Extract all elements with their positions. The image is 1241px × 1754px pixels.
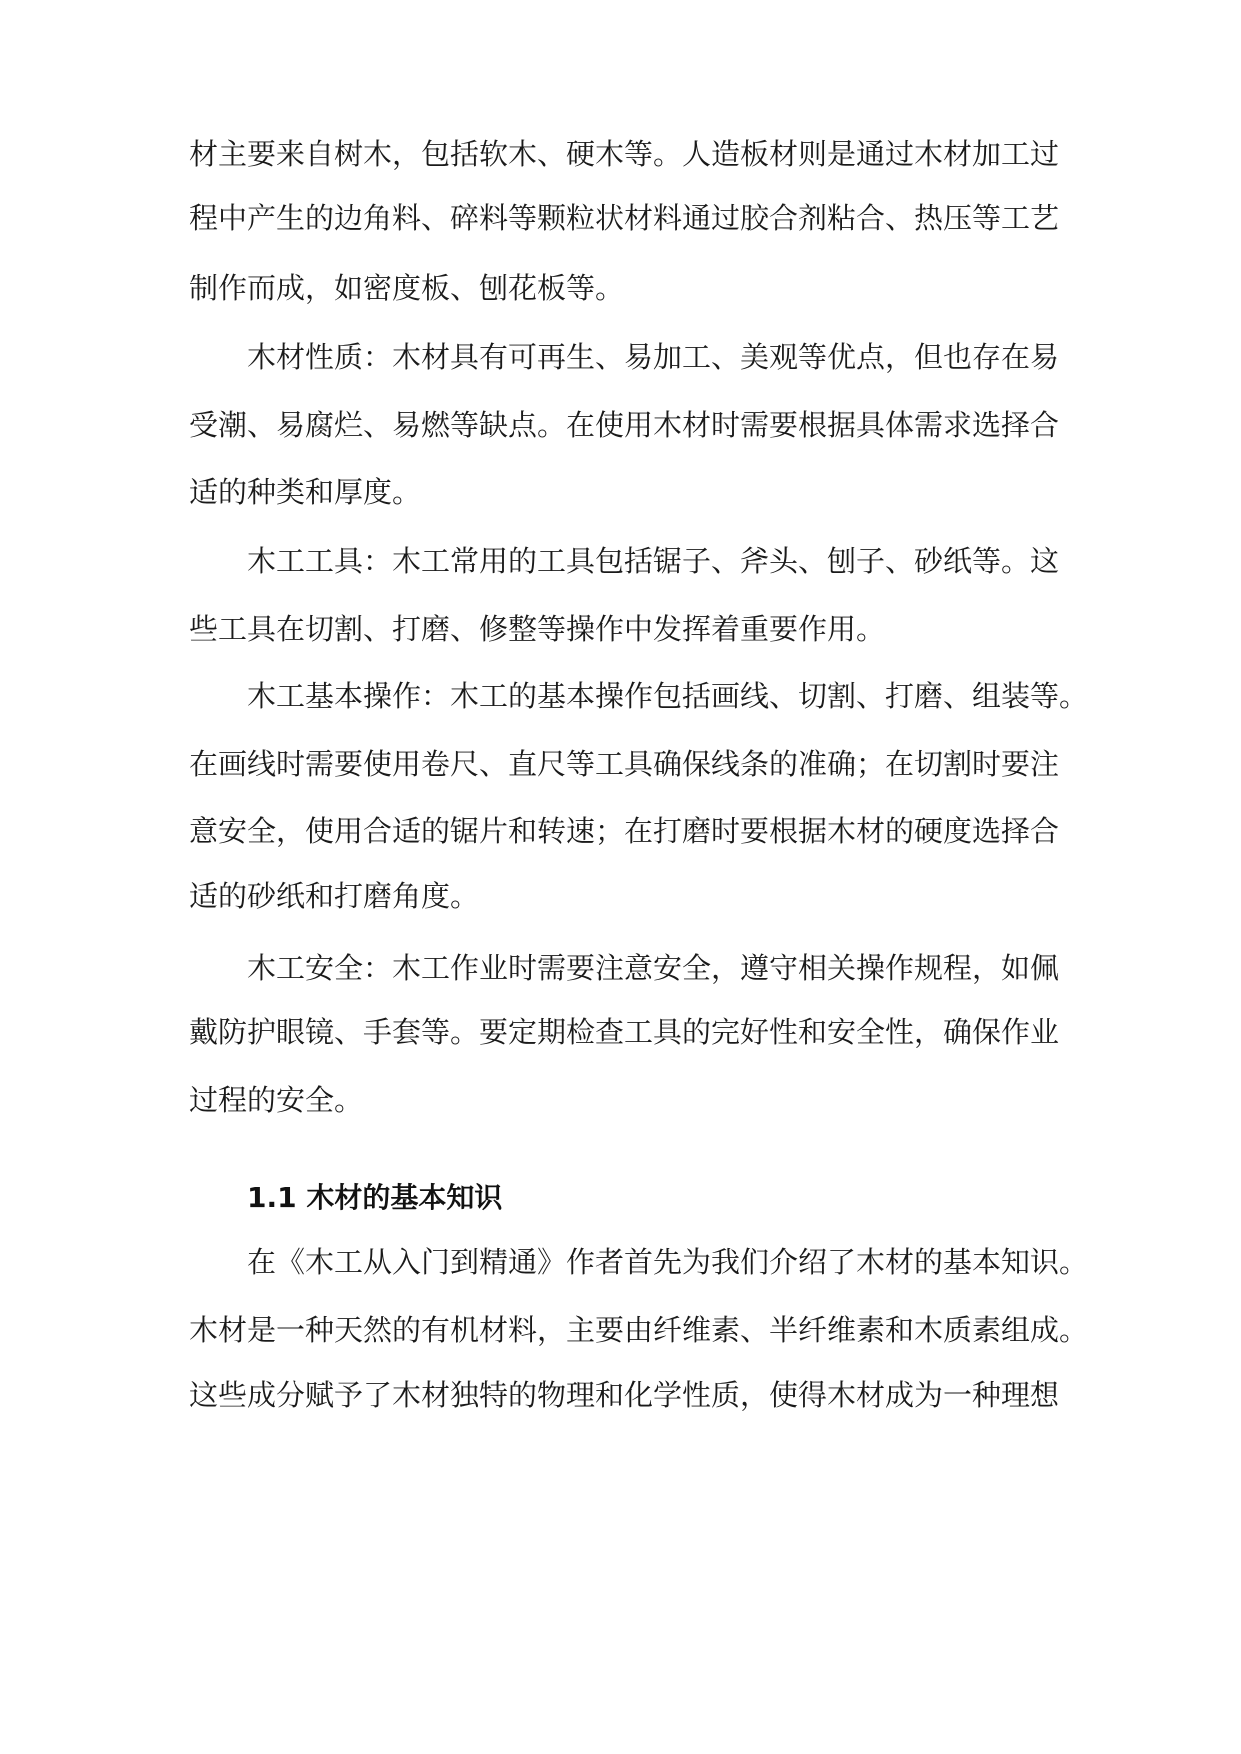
- paragraph-line: 在《木工从入门到精通》作者首先为我们介绍了木材的基本知识。: [247, 1245, 1089, 1279]
- paragraph-line: 些工具在切割、打磨、修整等操作中发挥着重要作用。: [189, 612, 886, 646]
- paragraph-line: 过程的安全。: [189, 1083, 364, 1117]
- paragraph-line: 材主要来自树木，包括软木、硬木等。人造板材则是通过木材加工过: [189, 137, 1060, 171]
- paragraph-line: 在画线时需要使用卷尺、直尺等工具确保线条的准确；在切割时要注: [189, 747, 1060, 781]
- paragraph-line: 木工安全：木工作业时需要注意安全，遵守相关操作规程，如佩: [247, 951, 1060, 985]
- paragraph-line: 木材是一种天然的有机材料，主要由纤维素、半纤维素和木质素组成。: [189, 1313, 1089, 1347]
- paragraph-line: 适的种类和厚度。: [189, 475, 422, 509]
- paragraph-line: 木工基本操作：木工的基本操作包括画线、切割、打磨、组装等。: [247, 679, 1089, 713]
- paragraph-line: 木工工具：木工常用的工具包括锯子、斧头、刨子、砂纸等。这: [247, 544, 1060, 578]
- paragraph-line: 适的砂纸和打磨角度。: [189, 879, 480, 913]
- paragraph-line: 意安全，使用合适的锯片和转速；在打磨时要根据木材的硬度选择合: [189, 814, 1060, 848]
- paragraph-line: 戴防护眼镜、手套等。要定期检查工具的完好性和安全性，确保作业: [189, 1015, 1060, 1049]
- paragraph-line: 制作而成，如密度板、刨花板等。: [189, 271, 625, 305]
- paragraph-line: 这些成分赋予了木材独特的物理和化学性质，使得木材成为一种理想: [189, 1378, 1060, 1412]
- paragraph-line: 木材性质：木材具有可再生、易加工、美观等优点，但也存在易: [247, 340, 1060, 374]
- section-heading: 1.1 木材的基本知识: [247, 1181, 503, 1214]
- paragraph-line: 受潮、易腐烂、易燃等缺点。在使用木材时需要根据具体需求选择合: [189, 408, 1060, 442]
- paragraph-line: 程中产生的边角料、碎料等颗粒状材料通过胶合剂粘合、热压等工艺: [189, 201, 1060, 235]
